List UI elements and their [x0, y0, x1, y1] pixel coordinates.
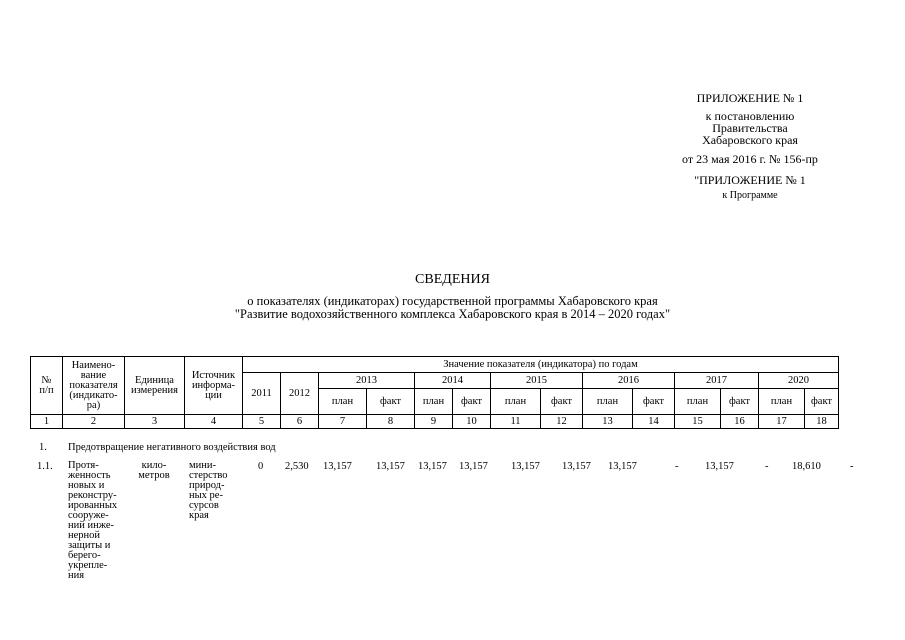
- header-year-2012: 2012: [281, 373, 319, 415]
- header-fact: факт: [633, 389, 675, 415]
- header-col-source: Источник информа- ции: [185, 357, 243, 415]
- column-number: 11: [491, 415, 541, 429]
- row-number: 1.1.: [37, 461, 53, 472]
- row-unit: кило- метров: [138, 460, 170, 481]
- column-number: 1: [31, 415, 63, 429]
- column-number: 3: [125, 415, 185, 429]
- value-2020-fact: -: [850, 461, 854, 472]
- value-2016-fact: -: [675, 461, 679, 472]
- column-number: 13: [583, 415, 633, 429]
- header-plan: план: [491, 389, 541, 415]
- column-number: 8: [367, 415, 415, 429]
- header-fact: факт: [367, 389, 415, 415]
- row-indicator-name: Протя- женность новых и реконстру- ированных сооруже- ний инже- нерной защиты и берего- укрепле- ния: [68, 460, 118, 581]
- appendix-line-date: от 23 мая 2016 г. № 156-пр: [682, 152, 818, 166]
- section-number: 1.: [39, 442, 47, 453]
- column-number: 18: [805, 415, 839, 429]
- header-fact: факт: [805, 389, 839, 415]
- header-year-2016: 2016: [583, 373, 675, 389]
- header-fact: факт: [541, 389, 583, 415]
- column-number: 9: [415, 415, 453, 429]
- header-plan: план: [319, 389, 367, 415]
- column-number: 12: [541, 415, 583, 429]
- column-number: 6: [281, 415, 319, 429]
- header-year-2014: 2014: [415, 373, 491, 389]
- column-numbers-row: [31, 415, 839, 429]
- value-2020-plan: 18,610: [792, 461, 821, 472]
- value-2016-plan: 13,157: [608, 461, 637, 472]
- header-fact: факт: [721, 389, 759, 415]
- header-values-by-year: Значение показателя (индикатора) по годам: [243, 357, 839, 373]
- appendix-program-line: к Программе: [722, 190, 778, 201]
- document-title: СВЕДЕНИЯ: [415, 272, 490, 287]
- header-fact: факт: [453, 389, 491, 415]
- value-2014-plan: 13,157: [418, 461, 447, 472]
- value-2012: 2,530: [285, 461, 309, 472]
- column-number: 2: [63, 415, 125, 429]
- row-source: мини- стерство природ- ных ре- сурсов края: [189, 460, 228, 521]
- header-plan: план: [415, 389, 453, 415]
- header-plan: план: [583, 389, 633, 415]
- section-title: Предотвращение негативного воздействия вод: [68, 442, 276, 453]
- header-year-2015: 2015: [491, 373, 583, 389]
- header-year-2011: 2011: [243, 373, 281, 415]
- column-number: 16: [721, 415, 759, 429]
- header-col-indicator-name: Наимено- вание показателя (индикато- ра): [63, 357, 125, 415]
- indicators-table: [30, 356, 839, 429]
- value-2017-fact: -: [765, 461, 769, 472]
- column-number: 10: [453, 415, 491, 429]
- document-subtitle-1: о показателях (индикаторах) государственной программы Хабаровского края: [247, 294, 658, 308]
- value-2015-fact: 13,157: [562, 461, 591, 472]
- column-number: 5: [243, 415, 281, 429]
- appendix-line-region: Хабаровского края: [702, 133, 798, 147]
- appendix-program-title: "ПРИЛОЖЕНИЕ № 1: [694, 173, 806, 187]
- appendix-line-government: Правительства: [712, 121, 788, 135]
- header-col-number: № п/п: [31, 357, 63, 415]
- column-number: 4: [185, 415, 243, 429]
- value-2011: 0: [258, 461, 264, 472]
- appendix-line-resolution: к постановлению: [705, 109, 795, 123]
- value-2017-plan: 13,157: [705, 461, 734, 472]
- column-number: 17: [759, 415, 805, 429]
- header-plan: план: [759, 389, 805, 415]
- document-subtitle-2: "Развитие водохозяйственного комплекса Хабаровского края в 2014 – 2020 годах": [234, 307, 671, 321]
- header-plan: план: [675, 389, 721, 415]
- value-2015-plan: 13,157: [511, 461, 540, 472]
- value-2013-fact: 13,157: [376, 461, 405, 472]
- value-2013-plan: 13,157: [323, 461, 352, 472]
- column-number: 14: [633, 415, 675, 429]
- header-year-2013: 2013: [319, 373, 415, 389]
- header-year-2020: 2020: [759, 373, 839, 389]
- header-year-2017: 2017: [675, 373, 759, 389]
- header-col-unit: Единица измерения: [125, 357, 185, 415]
- appendix-title: ПРИЛОЖЕНИЕ № 1: [696, 91, 804, 105]
- column-number: 7: [319, 415, 367, 429]
- column-number: 15: [675, 415, 721, 429]
- value-2014-fact: 13,157: [459, 461, 488, 472]
